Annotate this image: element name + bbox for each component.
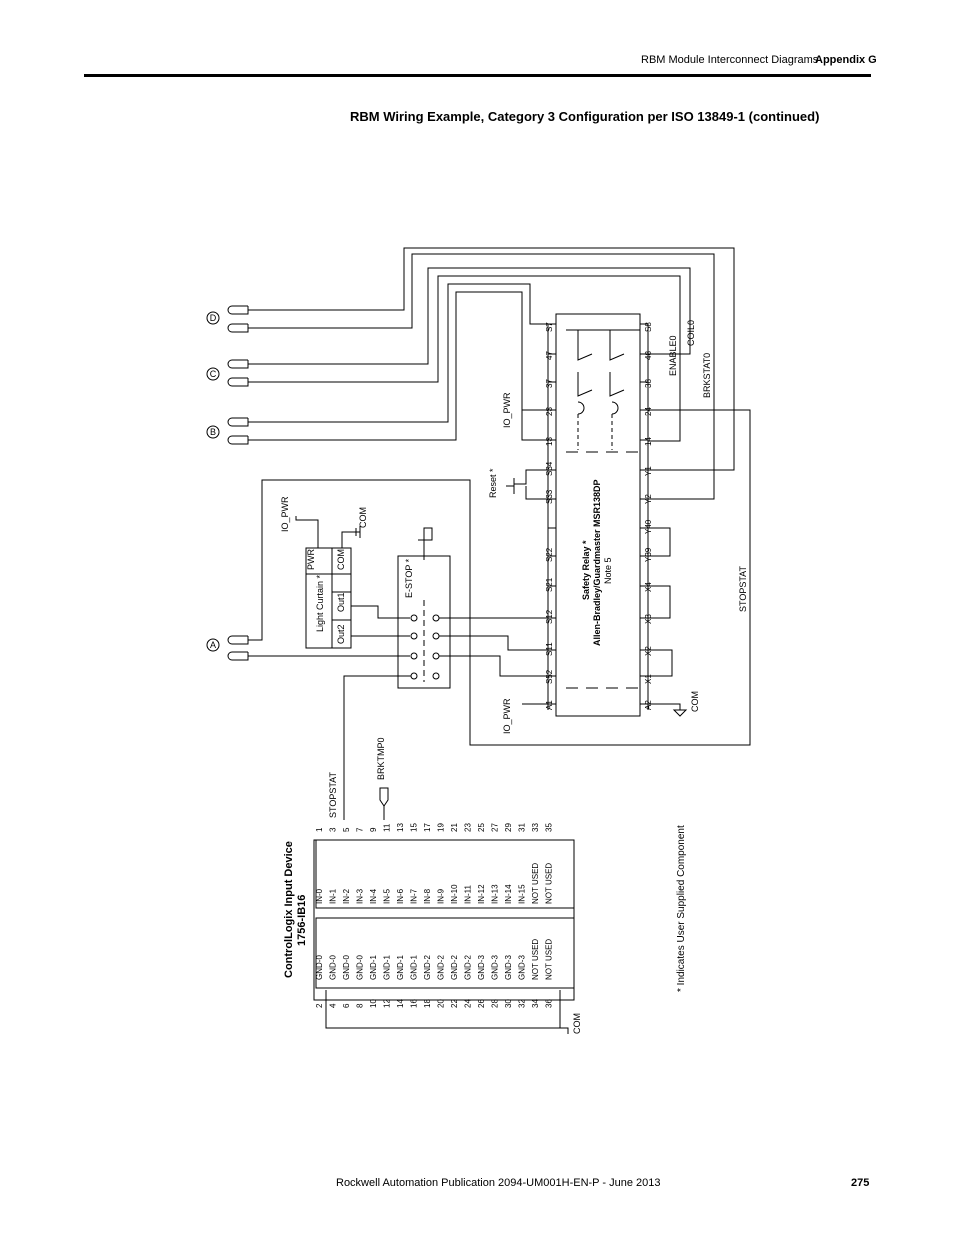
clx-pin-even: 12 [382,999,392,1008]
light-curtain-label: Light Curtain * [315,574,325,632]
relay-terminal-right: 14 [644,437,653,446]
relay-terminal-left: S34 [545,461,554,476]
clx-pin-even: 30 [504,999,513,1008]
enable0-label: ENABLE0 [668,335,678,376]
clx-pin-odd: 25 [477,823,486,832]
relay-io-pwr-bottom: IO_PWR [502,698,512,734]
clx-ground-label: GND-0 [328,955,338,980]
relay-terminal-left: 37 [545,379,554,388]
clx-input-label: IN-7 [409,888,419,904]
clx-ground-label: GND-1 [396,955,405,980]
clx-pin-even: 18 [423,999,432,1008]
clx-pin-even: 34 [531,999,540,1008]
clx-input-label: IN-0 [315,888,324,904]
clx-ground-label: GND-2 [450,955,459,980]
clx-pin-even: 36 [544,999,554,1008]
relay-terminal-right: 24 [644,407,653,416]
clx-input-label: IN-4 [369,888,378,904]
relay-terminal-right: 48 [644,351,653,360]
clx-pin-even: 4 [328,1003,338,1008]
clx-pin-odd: 13 [396,823,405,832]
light-curtain-pwr: PWR [306,549,316,570]
clx-ground-label: GND-0 [355,955,365,980]
clx-input-label: IN-14 [504,884,513,904]
safety-relay-title: Safety Relay * [581,540,591,600]
clx-pin-odd: 23 [463,823,473,832]
clx-pin-even: 16 [409,999,419,1008]
light-curtain-com: COM [336,549,346,570]
clx-pin-odd: 31 [517,823,527,832]
light-curtain-out1: Out1 [336,592,346,612]
clx-pin-even: 14 [396,999,405,1008]
relay-terminal-left: S11 [545,642,554,656]
clx-pin-even: 10 [369,999,378,1008]
clx-pin-odd: 5 [342,827,351,832]
relay-terminal-right: Y40 [644,519,653,534]
connector-a-label: A [209,640,217,650]
clx-input-label: IN-9 [436,888,446,904]
clx-ground-label: GND-1 [369,955,378,980]
relay-terminal-right: X1 [644,674,653,684]
relay-terminal-right: X4 [644,582,653,592]
relay-terminal-left: 13 [545,437,554,446]
relay-terminal-right: Y2 [644,494,653,504]
clx-pin-odd: 27 [490,823,500,832]
connector-c-label: C [209,369,217,379]
e-stop-label: E-STOP * [404,558,414,598]
connector-d-label: D [209,313,217,323]
clx-input-label: IN-5 [382,888,392,904]
clx-input-label: IN-1 [328,888,338,904]
clx-input-label: IN-12 [477,884,486,904]
user-supplied-note: * Indicates User Supplied Component [676,825,687,992]
relay-terminal-left: S52 [545,669,554,684]
relay-terminal-right: X2 [644,646,653,656]
clx-pin-odd: 17 [423,823,432,832]
safety-relay-model: Allen-Bradley/Guardmaster MSR138DP [592,479,602,646]
coil0-label: COIL0 [686,319,696,346]
relay-terminal-left: S22 [545,547,554,562]
clx-input-label: IN-10 [450,884,459,904]
light-curtain-out2: Out2 [336,624,346,644]
controllogix-stopstat: STOPSTAT [328,771,338,818]
relay-terminal-left: S12 [545,609,554,624]
clx-pin-even: 32 [517,999,527,1008]
clx-pin-odd: 35 [544,823,554,832]
clx-ground-label: GND-0 [342,955,351,980]
clx-ground-label: NOT USED [531,938,540,980]
relay-com: COM [690,691,700,712]
clx-pin-odd: 29 [504,823,513,832]
brktmp0-label: BRKTMP0 [376,737,386,780]
page-number: 275 [851,1177,870,1189]
relay-terminal-right: 38 [644,379,653,388]
clx-pin-odd: 21 [450,823,459,832]
clx-ground-label: GND-3 [517,955,527,980]
clx-pin-even: 6 [342,1003,351,1008]
controllogix-com: COM [572,1013,582,1034]
relay-terminal-right: Y39 [644,547,653,562]
safety-relay-note: Note 5 [603,557,613,584]
clx-pin-even: 8 [355,1003,365,1008]
section-title: RBM Module Interconnect Diagrams [641,54,819,66]
clx-input-label: IN-15 [517,884,527,904]
clx-input-label: IN-3 [355,888,365,904]
relay-terminal-left: A1 [545,700,554,710]
clx-input-label: IN-2 [342,888,351,904]
com-label: COM [358,507,368,528]
reset-label: Reset * [488,468,498,498]
relay-io-pwr-top: IO_PWR [502,392,512,428]
clx-ground-label: GND-3 [490,955,500,980]
clx-pin-even: 26 [477,999,486,1008]
connector-b-label: B [209,427,217,437]
relay-terminal-right: A2 [644,700,653,710]
clx-input-label: IN-8 [423,888,432,904]
relay-terminal-left: S33 [545,489,554,504]
io-pwr-label: IO_PWR [280,496,290,532]
clx-ground-label: NOT USED [544,938,554,980]
appendix-label: Appendix G [815,54,877,66]
clx-pin-odd: 3 [328,827,338,832]
clx-pin-odd: 33 [531,823,540,832]
clx-pin-odd: 1 [315,827,324,832]
clx-ground-label: GND-2 [463,955,473,980]
relay-terminal-right: X3 [644,614,653,624]
clx-ground-label: GND-2 [436,955,446,980]
relay-terminal-left: 47 [545,351,554,360]
clx-ground-label: GND-0 [315,955,324,980]
clx-ground-label: GND-2 [423,955,432,980]
clx-input-label: IN-13 [490,884,500,904]
relay-terminal-left: 23 [545,407,554,416]
clx-pin-even: 22 [450,999,459,1008]
relay-terminal-left: S21 [545,577,554,592]
relay-terminal-right: Y1 [644,466,653,476]
clx-pin-odd: 9 [369,827,378,832]
controllogix-title-2: 1756-IB16 [296,894,308,946]
clx-pin-even: 28 [490,999,500,1008]
controllogix-title-1: ControlLogix Input Device [283,841,295,978]
brkstat0-label: BRKSTAT0 [702,352,712,398]
clx-pin-odd: 15 [409,823,419,832]
clx-pin-even: 24 [463,999,473,1008]
figure-title: RBM Wiring Example, Category 3 Configuration per ISO 13849-1 (continued) [350,109,820,124]
relay-terminal-left: S7 [545,322,554,332]
clx-ground-label: GND-3 [477,955,486,980]
clx-input-label: NOT USED [531,862,540,904]
clx-input-label: NOT USED [544,862,554,904]
clx-ground-label: GND-3 [504,955,513,980]
clx-pin-odd: 19 [436,823,446,832]
clx-pin-even: 2 [315,1003,324,1008]
clx-pin-odd: 11 [382,823,392,832]
clx-ground-label: GND-1 [409,955,419,980]
stopstat-label: STOPSTAT [738,565,748,612]
clx-input-label: IN-6 [396,888,405,904]
clx-ground-label: GND-1 [382,955,392,980]
clx-pin-odd: 7 [355,827,365,832]
publication-footer: Rockwell Automation Publication 2094-UM001H-EN-P - June 2013 [336,1177,661,1189]
clx-pin-even: 20 [436,999,446,1008]
relay-terminal-right: S8 [644,322,653,332]
clx-input-label: IN-11 [463,885,473,904]
